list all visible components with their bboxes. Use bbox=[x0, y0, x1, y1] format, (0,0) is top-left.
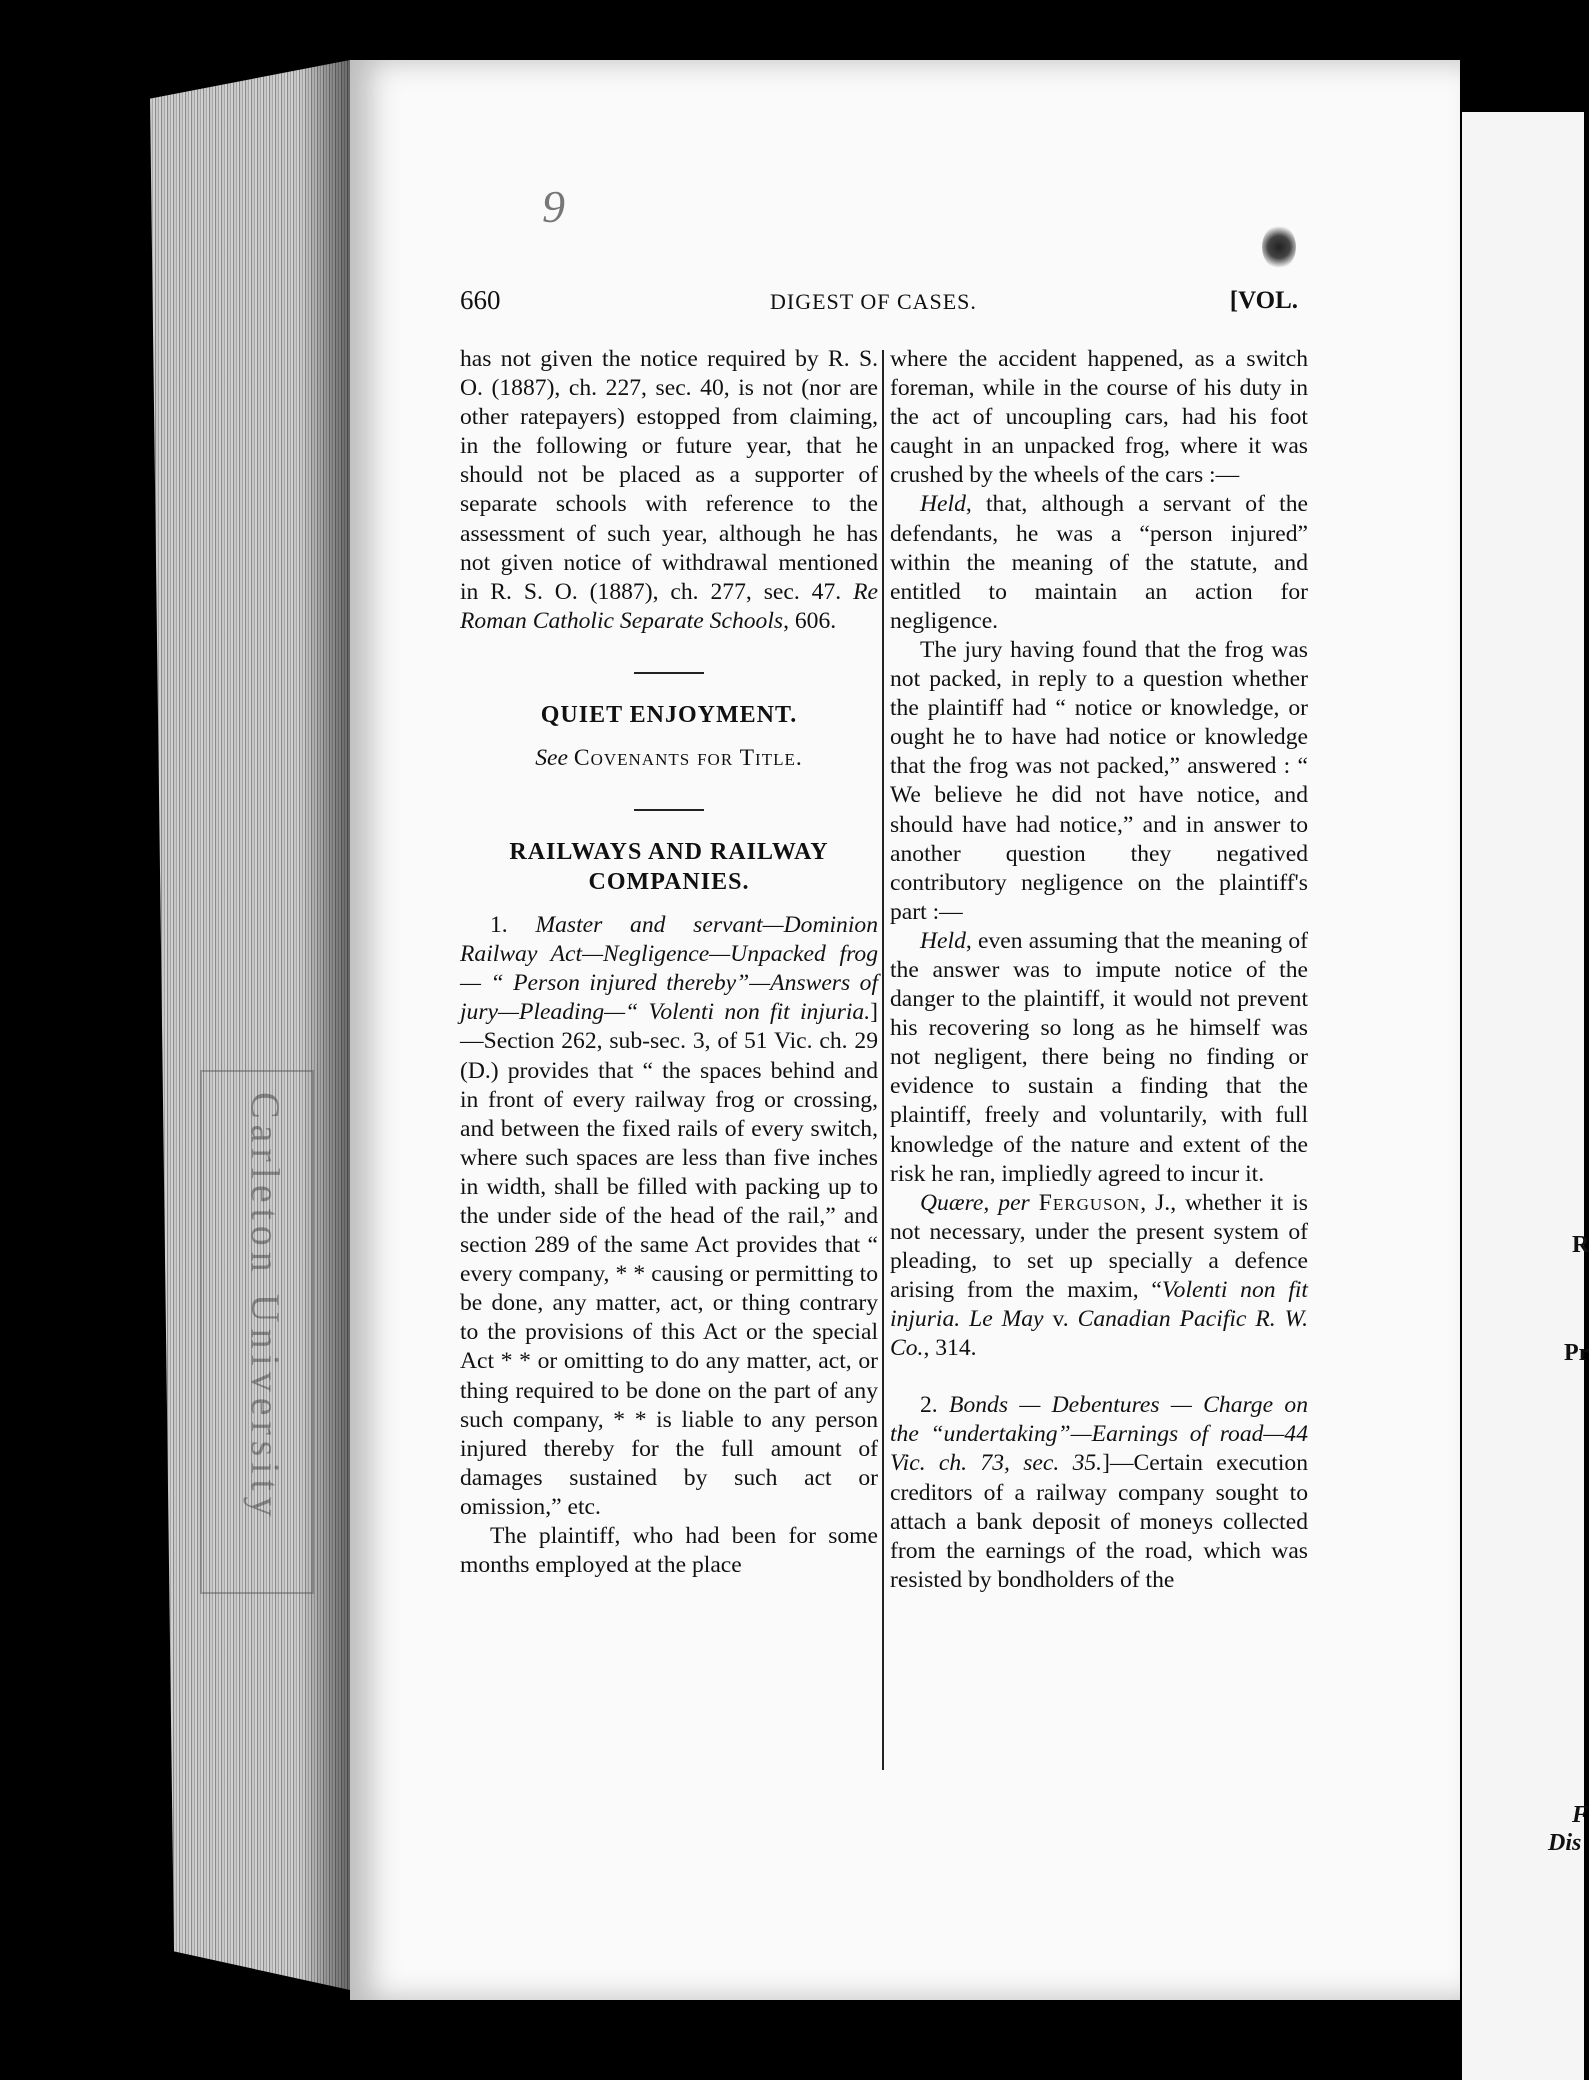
right-column bbox=[890, 345, 1308, 1595]
facing-page-fragment: F bbox=[1572, 1802, 1589, 1828]
case-page: , 314. bbox=[923, 1335, 977, 1362]
facing-page-fragment: Dis bbox=[1548, 1830, 1582, 1856]
see-word: See bbox=[535, 744, 568, 771]
running-title: DIGEST OF CASES. bbox=[770, 289, 977, 314]
held-2-text: , even assuming that the meaning of the answer was to impute notice of the danger to the plaintiff, it would not prevent his recovering so long as he himself was not negligent, there being no finding or evidence to sustain a finding that the plaintiff, freely and voluntarily, with full knowledge of the nature and extent of the risk he ran, impliedly agreed to incur it. bbox=[890, 927, 1308, 1187]
item-1-catchwords: Master and servant—Dominion Railway Act—Negligence—Unpacked frog — “ Person injured thereby”—Answers of jury—Pleading—“ Volenti non fit injuria. bbox=[460, 912, 878, 1026]
library-stamp-text: Carleton University bbox=[243, 1092, 288, 1523]
held-1-word: Held bbox=[920, 491, 966, 518]
intro-paragraph bbox=[460, 345, 878, 636]
item-1-body: ]—Section 262, sub-sec. 3, of 51 Vic. ch. 29 (D.) provides that “ the spaces behind and in front of every railway frog or crossing, and between the fixed rails of every switch, where such spaces are less than five inches in width, shall be filled with packing up to the under side of the head of the rail,” and section 289 of the same Act provides that “ every company, * * causing or permitting to be done, any matter, act, or thing contrary to the provisions of this Act or the special Act * * or omitting to do any matter, act, or thing required to be done on the part of any such company, * * is liable to any person injured thereby for the full amount of damages sustained by such act or omission,” etc. bbox=[460, 999, 878, 1520]
facing-page-fragment: R bbox=[1572, 1232, 1589, 1258]
jury-paragraph: The jury having found that the frog was not packed, in reply to a question whether the plaintiff had “ notice or knowledge, or ought he to have had notice or knowledge that the frog was not packed,” answered : “ We believe he did not have notice, and should have had notice,” and in answer to another question they negatived contributory negligence on the plaintiff's part :— bbox=[890, 636, 1308, 925]
held-2-paragraph bbox=[890, 927, 1308, 1189]
quaere-judge: Ferguson bbox=[1038, 1189, 1141, 1216]
item-2-paragraph bbox=[890, 1391, 1308, 1595]
item-1-facts: The plaintiff, who had been for some months employed at the place bbox=[460, 1523, 878, 1579]
section-rule bbox=[634, 672, 704, 674]
column-divider bbox=[882, 350, 884, 1770]
item-2-body: ]—Certain execution creditors of a railway company sought to attach a bank deposit of moneys collected from the earnings of the road, which was resisted by bondholders of the bbox=[890, 1450, 1308, 1593]
held-1-text: , that, although a servant of the defendants, he was a “person injured” within the meaning of the statute, and entitled to maintain an action for negligence. bbox=[890, 491, 1308, 634]
railways-heading-line-2: COMPANIES. bbox=[588, 869, 750, 896]
cross-reference bbox=[460, 744, 878, 773]
case-page: , 606. bbox=[783, 607, 837, 634]
quaere-word: Quære, per bbox=[920, 1189, 1030, 1216]
item-2-number: 2. bbox=[920, 1392, 938, 1419]
case-citation: Re Roman Catholic Separate Schools bbox=[460, 578, 878, 634]
item-1-number: 1. bbox=[490, 912, 508, 939]
intro-text: has not given the notice required by R. S. O. (1887), ch. 227, sec. 40, is not (nor are other ratepayers) estopped from claiming, in the following or future year, that he should not be placed as a supporter of separate schools with reference to the assessment of such year, although he has not given notice of withdrawal mentioned in R. S. O. (1887), ch. 277, sec. 47. bbox=[460, 346, 878, 605]
held-1-paragraph bbox=[890, 490, 1308, 635]
case-v: v. bbox=[1043, 1306, 1078, 1333]
volume-mark: [VOL. bbox=[1229, 287, 1298, 314]
item-2-catchwords: Bonds — Debentures — Charge on the “undertaking”—Earnings of road—44 Vic. ch. 73, sec. 35. bbox=[890, 1392, 1308, 1477]
continued-facts: where the accident happened, as a switch foreman, while in the course of his duty in the act of uncoupling cars, had his foot caught in an unpacked frog, where it was crushed by the wheels of the cars :— bbox=[890, 346, 1308, 489]
quaere-text: , J., whether it is not necessary, under the present system of pleading, to set up specially a defence arising from the maxim, “ bbox=[890, 1189, 1308, 1303]
left-column bbox=[460, 345, 878, 1580]
quaere-maxim: Volenti non fit injuria. bbox=[890, 1277, 1308, 1333]
pencil-annotation: 9 bbox=[542, 181, 565, 232]
ink-smudge bbox=[1262, 225, 1296, 269]
quiet-enjoyment-heading: QUIET ENJOYMENT. bbox=[540, 701, 798, 728]
quaere-paragraph bbox=[890, 1189, 1308, 1364]
item-1-paragraph bbox=[460, 911, 878, 1522]
running-header bbox=[460, 285, 1298, 325]
railways-heading-line-1: RAILWAYS AND RAILWAY bbox=[509, 839, 829, 866]
held-2-word: Held bbox=[920, 927, 966, 954]
see-target: Covenants for Title. bbox=[573, 744, 803, 771]
case-party: Canadian Pacific R. W. Co. bbox=[890, 1306, 1308, 1362]
case-name: Le May bbox=[969, 1306, 1044, 1333]
section-rule bbox=[634, 809, 704, 811]
page-number: 660 bbox=[460, 285, 501, 315]
facing-page bbox=[1462, 112, 1589, 2080]
library-stamp bbox=[200, 1070, 314, 1594]
facing-page-fragment: Pr bbox=[1564, 1340, 1589, 1366]
